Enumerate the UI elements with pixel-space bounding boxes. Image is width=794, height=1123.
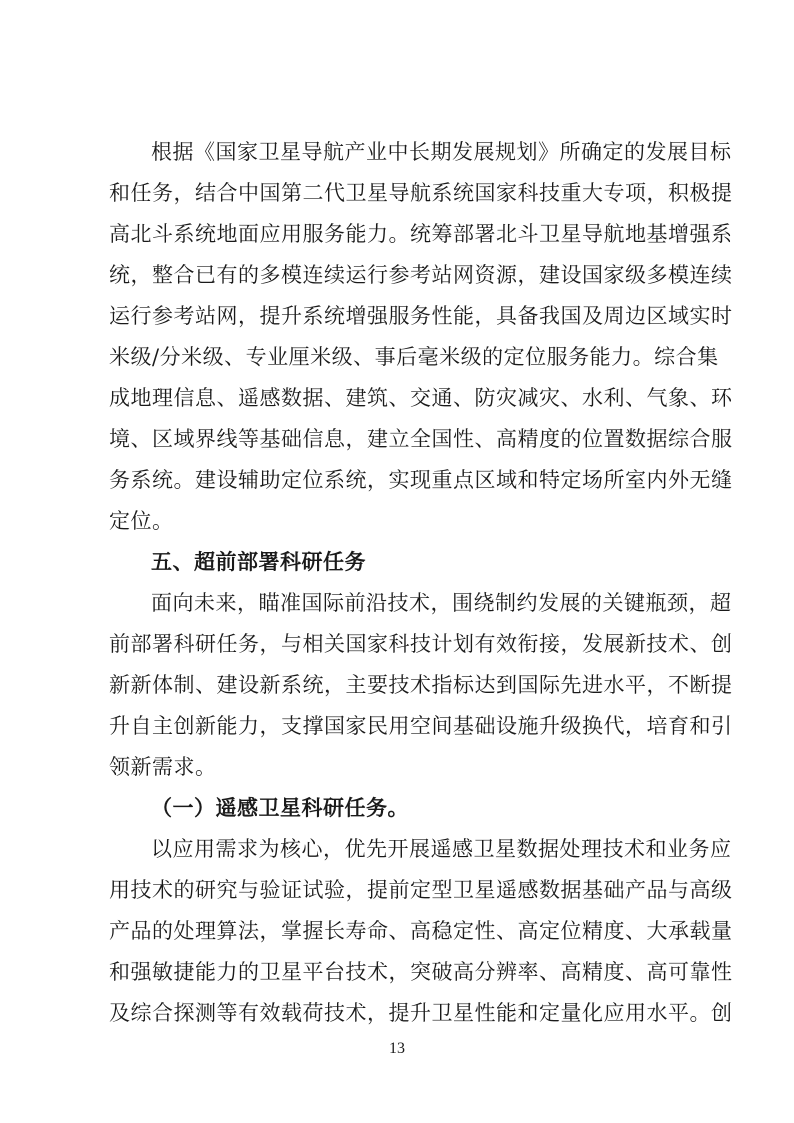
paragraph-line: 务系统。建设辅助定位系统，实现重点区域和特定场所室内外无缝 [109, 468, 733, 492]
paragraph-line: 统，整合已有的多模连续运行参考站网资源，建设国家级多模连续 [109, 263, 733, 287]
paragraph-line: 根据《国家卫星导航产业中长期发展规划》所确定的发展目标 [151, 140, 732, 164]
paragraph-line: 前部署科研任务，与相关国家科技计划有效衔接，发展新技术、创 [109, 632, 733, 656]
paragraph-line: 面向未来，瞄准国际前沿技术，围绕制约发展的关键瓶颈，超 [151, 591, 732, 615]
paragraph-line: 升自主创新能力，支撑国家民用空间基础设施升级换代，培育和引 [109, 714, 733, 738]
paragraph-line: 新新体制、建设新系统，主要技术指标达到国际先进水平，不断提 [109, 673, 733, 697]
paragraph-line: 成地理信息、遥感数据、建筑、交通、防灾减灾、水利、气象、环 [109, 386, 733, 410]
paragraph-line: 境、区域界线等基础信息，建立全国性、高精度的位置数据综合服 [109, 427, 733, 451]
paragraph-line: 定位。 [109, 509, 174, 533]
section-heading: 五、超前部署科研任务 [151, 550, 366, 574]
paragraph-line: 及综合探测等有效载荷技术，提升卫星性能和定量化应用水平。创 [109, 1001, 733, 1025]
paragraph-line: 和强敏捷能力的卫星平台技术，突破高分辨率、高精度、高可靠性 [109, 960, 733, 984]
paragraph-line: 产品的处理算法，掌握长寿命、高稳定性、高定位精度、大承载量 [109, 919, 733, 943]
subsection-heading: （一）遥感卫星科研任务。 [151, 796, 409, 820]
paragraph-line: 用技术的研究与验证试验，提前定型卫星遥感数据基础产品与高级 [109, 878, 733, 902]
page-number: 13 [389, 1040, 405, 1057]
paragraph-line: 运行参考站网，提升系统增强服务性能，具备我国及周边区域实时 [109, 304, 733, 328]
paragraph-line: 和任务，结合中国第二代卫星导航系统国家科技重大专项，积极提 [109, 181, 733, 205]
paragraph-line: 以应用需求为核心，优先开展遥感卫星数据处理技术和业务应 [151, 837, 732, 861]
paragraph-line: 领新需求。 [109, 755, 217, 779]
paragraph-line: 米级/分米级、专业厘米级、事后毫米级的定位服务能力。综合集 [109, 345, 719, 369]
paragraph-line: 高北斗系统地面应用服务能力。统筹部署北斗卫星导航地基增强系 [109, 222, 733, 246]
